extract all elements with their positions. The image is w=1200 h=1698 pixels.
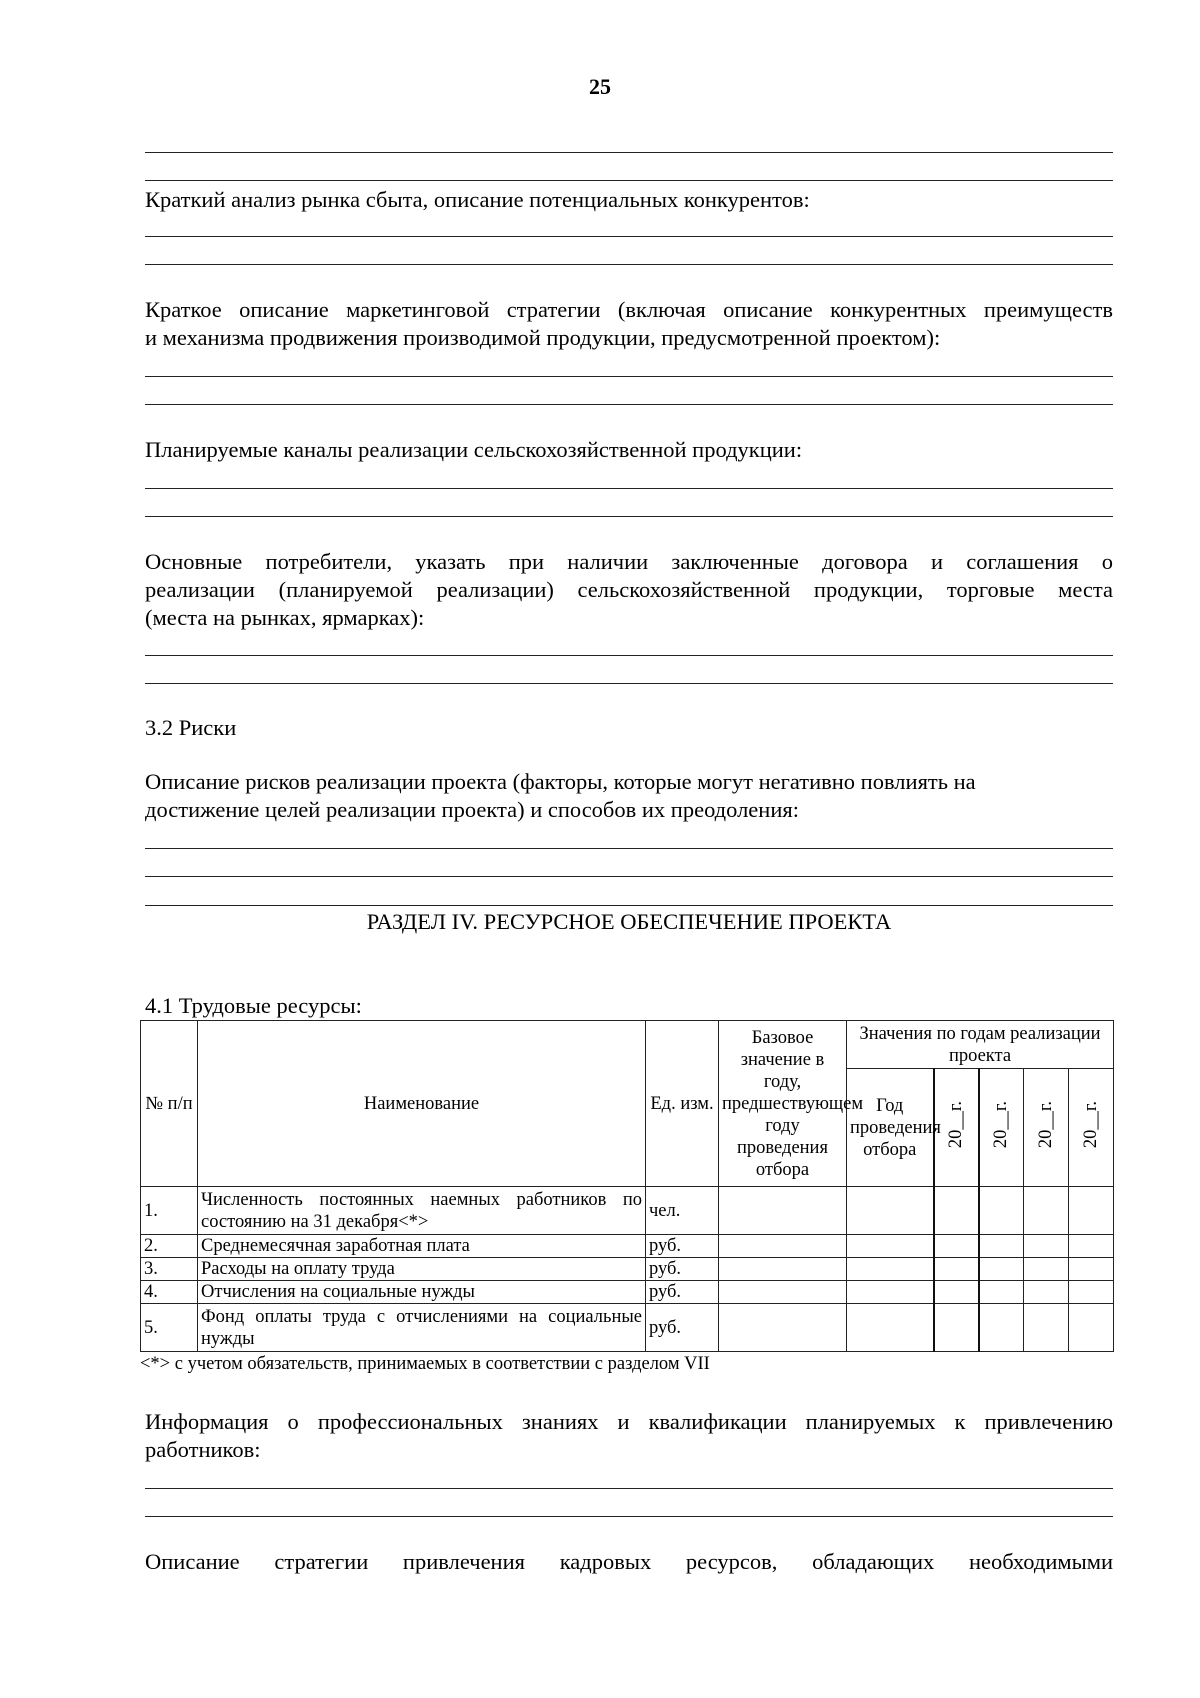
row-year-cell xyxy=(1024,1258,1069,1281)
risks-description-line-1: Описание рисков реализации проекта (факторы, которые могут негативно повлиять на xyxy=(145,769,976,794)
marketing-strategy-line-2: и механизма продвижения производимой продукции, предусмотренной проектом): xyxy=(145,325,941,350)
header-year-2 xyxy=(979,1069,1024,1187)
row-base-cell xyxy=(719,1281,847,1304)
hr-strategy-line-1: Описание стратегии привлечения кадровых ресурсов, обладающих необходимыми xyxy=(145,1549,1113,1574)
row-num: 4. xyxy=(141,1281,198,1304)
consumers-line-3: (места на рынках, ярмарках): xyxy=(145,605,425,630)
header-name: Наименование xyxy=(198,1021,646,1187)
row-unit: руб. xyxy=(646,1281,719,1304)
blank-line xyxy=(145,1488,1113,1489)
qualification-line-2: работников: xyxy=(145,1437,261,1462)
row-year-cell xyxy=(1024,1304,1069,1352)
header-years-group: Значения по годам реализации проекта xyxy=(847,1021,1114,1069)
blank-line xyxy=(145,516,1113,517)
row-selection-year-cell xyxy=(847,1281,934,1304)
row-year-cell xyxy=(1069,1258,1114,1281)
table-row xyxy=(141,1258,1114,1281)
blank-line xyxy=(145,488,1113,489)
market-analysis-label: Краткий анализ рынка сбыта, описание потенциальных конкурентов: xyxy=(145,187,810,212)
blank-line xyxy=(145,236,1113,237)
blank-line xyxy=(145,905,1113,906)
row-name: Расходы на оплату труда xyxy=(198,1258,646,1281)
section-heading: РАЗДЕЛ IV. РЕСУРСНОЕ ОБЕСПЕЧЕНИЕ ПРОЕКТА xyxy=(366,909,892,934)
row-year-cell xyxy=(1069,1235,1114,1258)
header-num: № п/п xyxy=(141,1021,198,1187)
table-row xyxy=(141,1281,1114,1304)
risks-description-line-2: достижение целей реализации проекта) и способов их преодоления: xyxy=(145,797,799,822)
row-name: Численность постоянных наемных работников по состоянию на 31 декабря<*> xyxy=(198,1187,646,1235)
blank-line xyxy=(145,180,1113,181)
row-year-cell xyxy=(1024,1281,1069,1304)
table-header-row xyxy=(141,1021,1114,1069)
row-selection-year-cell xyxy=(847,1187,934,1235)
blank-line xyxy=(145,1516,1113,1517)
labor-resources-heading: 4.1 Трудовые ресурсы: xyxy=(145,993,362,1018)
header-year-3 xyxy=(1024,1069,1069,1187)
consumers-line-1: Основные потребители, указать при наличии заключенные договора и соглашения о xyxy=(145,549,1113,574)
row-unit: руб. xyxy=(646,1304,719,1352)
sales-channels-label: Планируемые каналы реализации сельскохозяйственной продукции: xyxy=(145,437,803,462)
table-row xyxy=(141,1235,1114,1258)
row-base-cell xyxy=(719,1235,847,1258)
row-year-cell xyxy=(934,1258,979,1281)
blank-line xyxy=(145,264,1113,265)
blank-line xyxy=(145,683,1113,684)
row-year-cell xyxy=(979,1235,1024,1258)
row-base-cell xyxy=(719,1304,847,1352)
risks-heading: 3.2 Риски xyxy=(145,715,237,740)
blank-line xyxy=(145,404,1113,405)
page-number: 25 xyxy=(589,74,611,99)
labor-resources-table xyxy=(140,1020,1114,1352)
row-year-cell xyxy=(1024,1187,1069,1235)
row-year-cell xyxy=(979,1258,1024,1281)
year-2-label: 20__г. xyxy=(991,1100,1012,1149)
blank-line xyxy=(145,655,1113,656)
row-num: 1. xyxy=(141,1187,198,1235)
year-3-label: 20__г. xyxy=(1036,1100,1056,1149)
row-year-cell xyxy=(1024,1235,1069,1258)
row-selection-year-cell xyxy=(847,1235,934,1258)
row-year-cell xyxy=(1069,1304,1114,1352)
row-name: Среднемесячная заработная плата xyxy=(198,1235,646,1258)
marketing-strategy-line-1: Краткое описание маркетинговой стратегии (включая описание конкурентных преимуществ xyxy=(145,297,1113,322)
table-row xyxy=(141,1304,1114,1352)
row-selection-year-cell xyxy=(847,1304,934,1352)
row-year-cell xyxy=(1069,1281,1114,1304)
blank-line xyxy=(145,376,1113,377)
row-num: 3. xyxy=(141,1258,198,1281)
row-base-cell xyxy=(719,1187,847,1235)
year-1-label: 20__г. xyxy=(946,1100,966,1149)
row-year-cell xyxy=(934,1304,979,1352)
header-base-value: Базовое значение в году, предшествующем году проведения отбора xyxy=(719,1021,847,1187)
row-unit: чел. xyxy=(646,1187,719,1235)
row-name: Фонд оплаты труда с отчислениями на социальные нужды xyxy=(198,1304,646,1352)
row-num: 2. xyxy=(141,1235,198,1258)
row-year-cell xyxy=(979,1304,1024,1352)
blank-line xyxy=(145,152,1113,153)
row-unit: руб. xyxy=(646,1258,719,1281)
consumers-line-2: реализации (планируемой реализации) сельскохозяйственной продукции, торговые места xyxy=(145,577,1113,602)
row-year-cell xyxy=(934,1281,979,1304)
row-year-cell xyxy=(934,1235,979,1258)
row-year-cell xyxy=(934,1187,979,1235)
table-row xyxy=(141,1187,1114,1235)
header-selection-year: Год проведения отбора xyxy=(847,1069,934,1187)
table-footnote: <*> с учетом обязательств, принимаемых в соответствии с разделом VII xyxy=(140,1354,710,1374)
year-4-label: 20__г. xyxy=(1081,1100,1102,1149)
qualification-line-1: Информация о профессиональных знаниях и квалификации планируемых к привлечению xyxy=(145,1409,1113,1434)
row-year-cell xyxy=(979,1187,1024,1235)
row-num: 5. xyxy=(141,1304,198,1352)
row-name: Отчисления на социальные нужды xyxy=(198,1281,646,1304)
row-year-cell xyxy=(1069,1187,1114,1235)
header-year-4 xyxy=(1069,1069,1114,1187)
header-unit: Ед. изм. xyxy=(646,1021,719,1187)
blank-line xyxy=(145,848,1113,849)
row-selection-year-cell xyxy=(847,1258,934,1281)
blank-line xyxy=(145,876,1113,877)
row-year-cell xyxy=(979,1281,1024,1304)
row-base-cell xyxy=(719,1258,847,1281)
row-unit: руб. xyxy=(646,1235,719,1258)
